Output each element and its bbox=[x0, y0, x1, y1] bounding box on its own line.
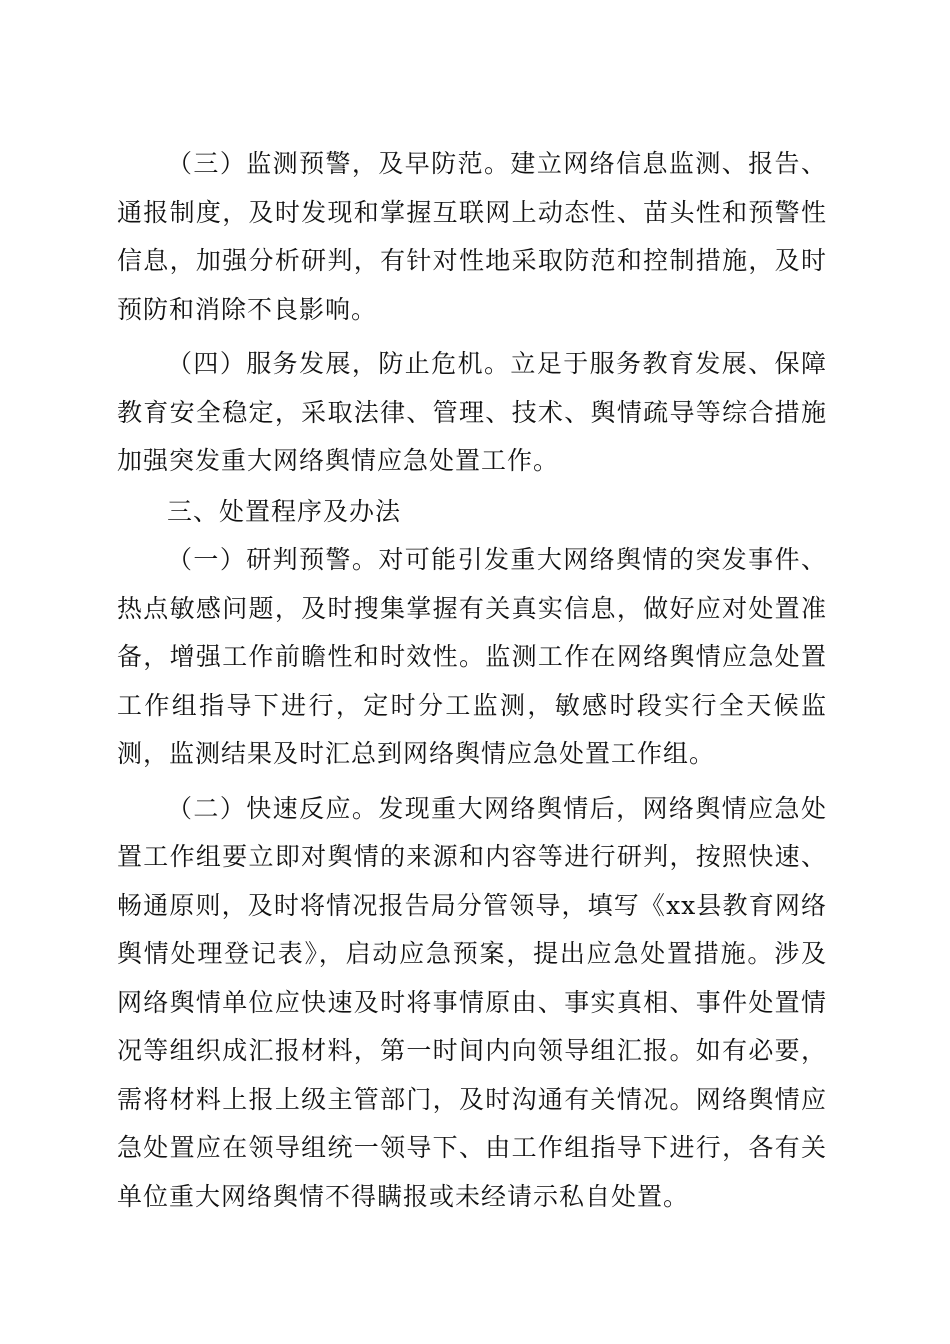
paragraph-lead: （四）服务发展，防止危机。 bbox=[167, 349, 511, 378]
paragraph-lead: （二）快速反应。 bbox=[167, 793, 379, 823]
paragraph-lead: （三）监测预警，及早防范。 bbox=[167, 149, 511, 178]
paragraph-service-development bbox=[117, 340, 827, 486]
section-heading: 三、处置程序及办法 bbox=[167, 496, 402, 526]
document-body bbox=[117, 140, 827, 1221]
paragraph-text: 建立网络信息监测、报告、通报制度，及时发现和掌握互联网上动态性、苗头性和预警性信息，加强分析研判，有针对性地采取防范和控制措施，及时预防和消除不良影响。 bbox=[117, 149, 827, 324]
paragraph-text: 对可能引发重大网络舆情的突发事件、热点敏感问题，及时搜集掌握有关真实信息，做好应对处置准备，增强工作前瞻性和时效性。监测工作在网络舆情应急处置工作组指导下进行，定时分工监测，敏感时段实行全天候监测，监测结果及时汇总到网络舆情应急处置工作组。 bbox=[117, 545, 827, 768]
paragraph-text: 立足于服务教育发展、保障教育安全稳定，采取法律、管理、技术、舆情疏导等综合措施加强突发重大网络舆情应急处置工作。 bbox=[117, 349, 827, 475]
paragraph-text: 发现重大网络舆情后，网络舆情应急处置工作组要立即对舆情的来源和内容等进行研判，按照快速、畅通原则，及时将情况报告局分管领导，填写《xx县教育网络舆情处理登记表》，启动应急预案，提出应急处置措施。涉及网络舆情单位应快速及时将事情原由、事实真相、事件处置情况等组织成汇报材料，第一时间内向领导组汇报。如有必要，需将材料上报上级主管部门，及时沟通有关情况。网络舆情应急处置应在领导组统一领导下、由工作组指导下进行，各有关单位重大网络舆情不得瞒报或未经请示私自处置。 bbox=[117, 793, 827, 1211]
paragraph-assessment-warning bbox=[117, 536, 827, 779]
paragraph-monitoring-warning bbox=[117, 140, 827, 334]
paragraph-rapid-response bbox=[117, 785, 827, 1222]
paragraph-lead: （一）研判预警。 bbox=[167, 545, 379, 574]
